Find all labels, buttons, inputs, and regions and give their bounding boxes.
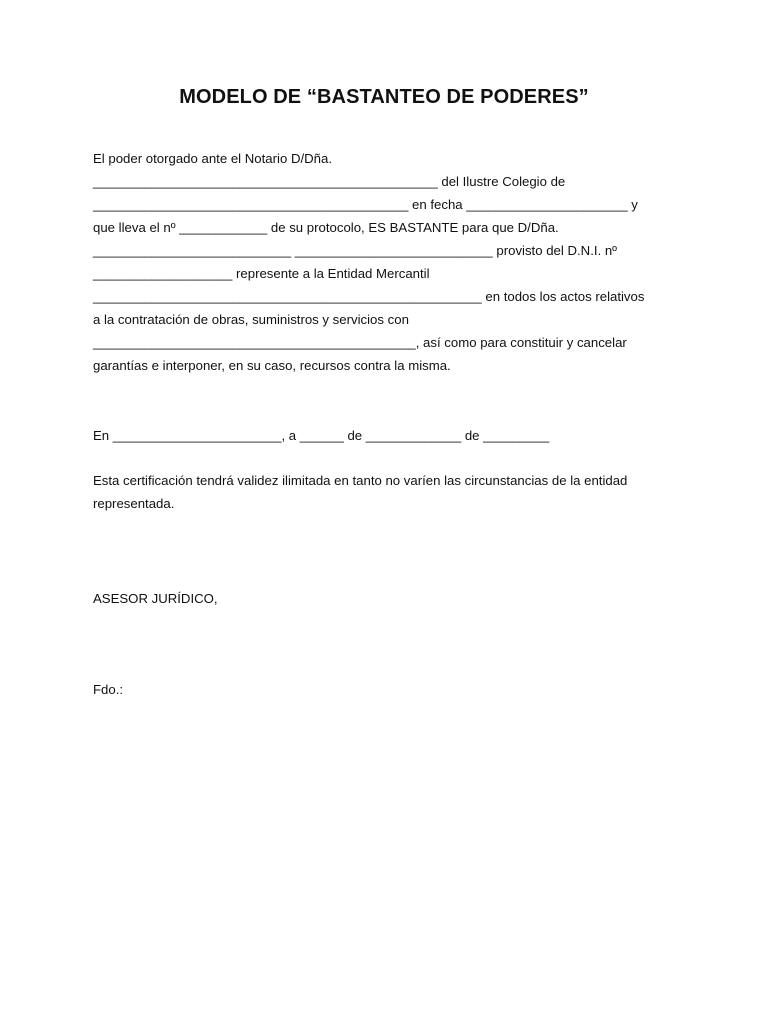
paragraph-line: ___________________________ ___________________________ provisto del D.N.I. nº	[93, 243, 617, 258]
document-title: MODELO DE “BASTANTEO DE PODERES”	[179, 86, 589, 108]
paragraph-line: ___________________________________________ en fecha ______________________ y	[93, 197, 638, 212]
certification-line: representada.	[93, 496, 175, 511]
paragraph-line: _____________________________________________________ en todos los actos relativos	[93, 289, 645, 304]
paragraph-line: El poder otorgado ante el Notario D/Dña.	[93, 151, 332, 166]
certification-line: Esta certificación tendrá validez ilimitada en tanto no varíen las circunstancias de la entidad	[93, 473, 628, 488]
paragraph-line: _______________________________________________ del Ilustre Colegio de	[93, 174, 566, 189]
paragraph-line: que lleva el nº ____________ de su protocolo, ES BASTANTE para que D/Dña.	[93, 220, 559, 235]
signature-label: Fdo.:	[93, 682, 124, 697]
paragraph-line: a la contratación de obras, suministros y servicios con	[93, 312, 409, 327]
place-date-line: En _______________________, a ______ de _____________ de _________	[93, 428, 550, 443]
paragraph-line: ___________________ represente a la Entidad Mercantil	[93, 266, 430, 281]
paragraph-line: garantías e interponer, en su caso, recursos contra la misma.	[93, 358, 451, 373]
poder-paragraph	[93, 147, 693, 377]
signer-role: ASESOR JURÍDICO,	[93, 591, 218, 606]
paragraph-line: ____________________________________________, así como para constituir y cancelar	[93, 335, 627, 350]
certification-paragraph	[93, 469, 627, 515]
